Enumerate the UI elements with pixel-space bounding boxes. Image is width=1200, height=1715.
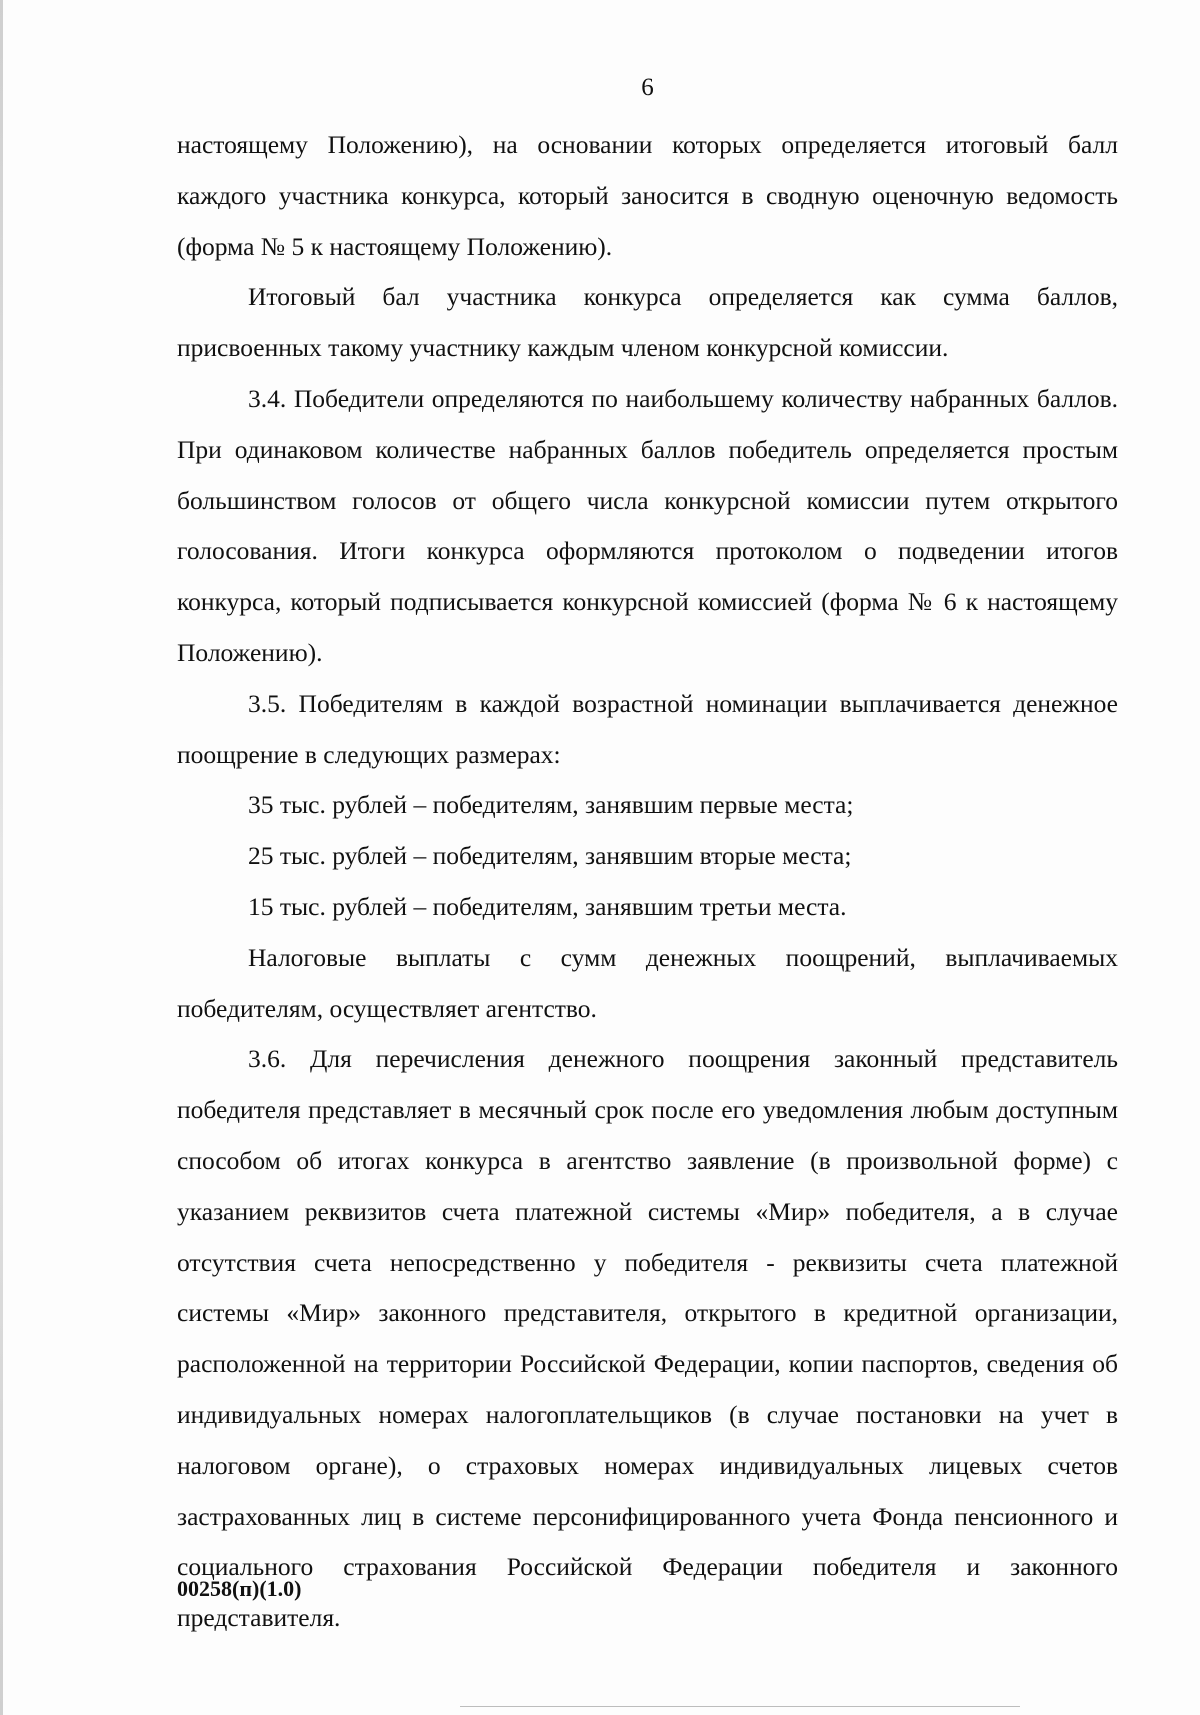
paragraph-3-6: 3.6. Для перечисления денежного поощрения законный представитель победителя представляет в месячный срок после его уведомления любым доступным способом об итогах конкурса в агентство заявление (в произвольной форме) с указанием реквизитов счета платежной системы «Мир» победителя, а в случае отсутствия счета непосредственно у победителя - реквизиты счета платежной системы «Мир» законного представителя, открытого в кредитной организации, расположенной на территории Российской Федерации, копии паспортов, сведения об индивидуальных номерах налогоплательщиков (в случае постановки на учет в налоговом органе), о страховых номерах индивидуальных лицевых счетов застрахованных лиц в системе персонифицированного учета Фонда пенсионного и социального страхования Российской Федерации победителя и законного представителя. — [177, 1044, 1118, 1633]
prize-second-place: 25 тыс. рублей – победителям, занявшим вторые места; — [248, 841, 852, 871]
paragraph-3-5: 3.5. Победителям в каждой возрастной номинации выплачивается денежное поощрение в следующих размерах: — [177, 688, 1118, 769]
scan-left-edge — [0, 0, 3, 1715]
paragraph-continuation: настоящему Положению), на основании которых определяется итоговый балл каждого участника конкурса, который заносится в сводную оценочную ведомость (форма № 5 к настоящему Положению). — [177, 130, 1118, 261]
document-code: 00258(п)(1.0) — [177, 1576, 302, 1601]
prize-third-place: 15 тыс. рублей – победителям, занявшим третьи места. — [248, 891, 847, 921]
prize-first-place: 35 тыс. рублей – победителям, занявшим первые места; — [248, 790, 854, 820]
scan-bottom-rule — [460, 1706, 1020, 1707]
document-body — [177, 120, 1118, 1644]
paragraph-tax: Налоговые выплаты с сумм денежных поощрений, выплачиваемых победителям, осуществляет агентство. — [177, 942, 1118, 1023]
page-number: 6 — [641, 74, 654, 101]
paragraph-3-4: 3.4. Победители определяются по наибольшему количеству набранных баллов. При одинаковом количестве набранных баллов победитель определяется простым большинством голосов от общего числа конкурсной комиссии путем открытого голосования. Итоги конкурса оформляются протоколом о подведении итогов конкурса, который подписывается конкурсной комиссией (форма № 6 к настоящему Положению). — [177, 383, 1118, 667]
paragraph-total-score: Итоговый бал участника конкурса определяется как сумма баллов, присвоенных такому участнику каждым членом конкурсной комиссии. — [177, 282, 1118, 363]
